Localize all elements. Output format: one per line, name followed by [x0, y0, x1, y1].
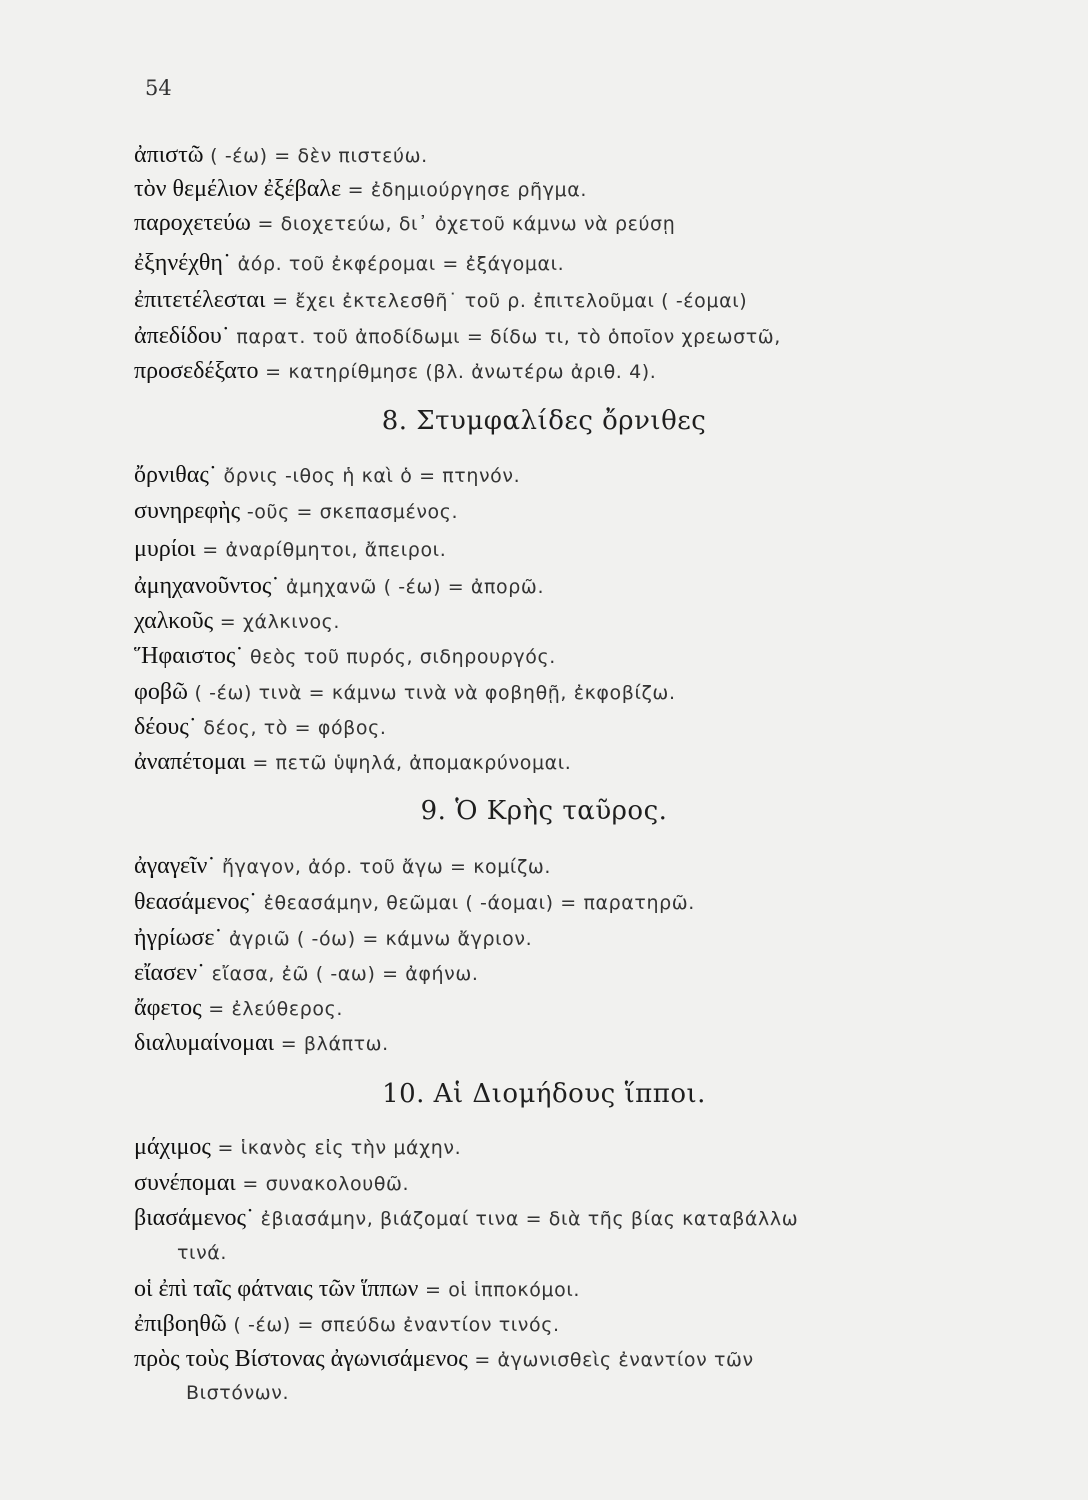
list-item: προσεδέξατο = κατηρίθμησε (βλ. ἀνωτέρω ἀριθ. 4). [134, 358, 657, 384]
list-item: ἄφετος = ἐλεύθερος. [134, 995, 344, 1021]
page-number: 54 [145, 76, 172, 100]
list-item: πρὸς τοὺς Βίστονας ἀγωνισάμενος = ἀγωνισθεὶς ἐναντίον τῶν [134, 1346, 754, 1372]
section-title: 9. Ὁ Κρὴς ταῦρος. [420, 796, 668, 826]
list-item: Ἥφαιστος˙ θεὸς τοῦ πυρός, σιδηρουργός. [134, 643, 556, 669]
list-item: ὄρνιθας˙ ὄρνις -ιθος ἡ καὶ ὁ = πτηνόν. [134, 462, 521, 488]
list-item: ἐπιβοηθῶ ( -έω) = σπεύδω ἐναντίον τινός. [134, 1311, 560, 1337]
list-item: τὸν θεμέλιον ἐξέβαλε = ἐδημιούργησε ρῆγμα. [134, 176, 587, 202]
list-item: ἀπιστῶ ( -έω) = δὲν πιστεύω. [134, 142, 428, 168]
list-item: θεασάμενος˙ ἐθεασάμην, θεῶμαι ( -άομαι) = παρατηρῶ. [134, 889, 695, 915]
section-title: 8. Στυμφαλίδες ὄρνιθες [381, 406, 707, 436]
list-item: βιασάμενος˙ ἐβιασάμην, βιάζομαί τινα = διὰ τῆς βίας καταβάλλω [134, 1205, 799, 1231]
section-title: 10. Αἱ Διομήδους ἵπποι. [382, 1079, 706, 1109]
list-item: ἀπεδίδου˙ παρατ. τοῦ ἀποδίδωμι = δίδω τι, τὸ ὁποῖον χρεωστῶ, [134, 323, 781, 349]
list-item: μάχιμος = ἱκανὸς εἰς τὴν μάχην. [134, 1134, 462, 1160]
list-item: εἴασεν˙ εἴασα, ἐῶ ( -αω) = ἀφήνω. [134, 960, 479, 986]
list-item: φοβῶ ( -έω) τινὰ = κάμνω τινὰ νὰ φοβηθῇ, ἐκφοβίζω. [134, 679, 676, 705]
list-item: οἱ ἐπὶ ταῖς φάτναις τῶν ἵππων = οἱ ἱπποκόμοι. [134, 1276, 581, 1302]
entry-continuation: Βιστόνων. [186, 1382, 290, 1404]
list-item: συνέπομαι = συνακολουθῶ. [134, 1170, 410, 1196]
list-item: ἀγαγεῖν˙ ἤγαγον, ἀόρ. τοῦ ἄγω = κομίζω. [134, 853, 552, 879]
list-item: ἐπιτετέλεσται = ἔχει ἐκτελεσθῆ˙ τοῦ ρ. ἐπιτελοῦμαι ( -έομαι) [134, 287, 748, 313]
list-item: χαλκοῦς = χάλκινος. [134, 608, 341, 634]
list-item: ἠγρίωσε˙ ἀγριῶ ( -όω) = κάμνω ἄγριον. [134, 925, 533, 951]
list-item: ἀμηχανοῦντος˙ ἀμηχανῶ ( -έω) = ἀπορῶ. [134, 573, 545, 599]
list-item: μυρίοι = ἀναρίθμητοι, ἄπειροι. [134, 536, 447, 562]
list-item: ἀναπέτομαι = πετῶ ὑψηλά, ἀπομακρύνομαι. [134, 749, 572, 775]
list-item: δέους˙ δέος, τὸ = φόβος. [134, 714, 387, 740]
list-item: ἐξηνέχθη˙ ἀόρ. τοῦ ἐκφέρομαι = ἐξάγομαι. [134, 250, 565, 276]
list-item: παροχετεύω = διοχετεύω, δι᾿ ὀχετοῦ κάμνω νὰ ρεύσῃ [134, 210, 676, 236]
list-item: συνηρεφὴς -οῦς = σκεπασμένος. [134, 498, 459, 524]
entry-continuation: τινά. [177, 1242, 228, 1264]
list-item: διαλυμαίνομαι = βλάπτω. [134, 1030, 389, 1056]
